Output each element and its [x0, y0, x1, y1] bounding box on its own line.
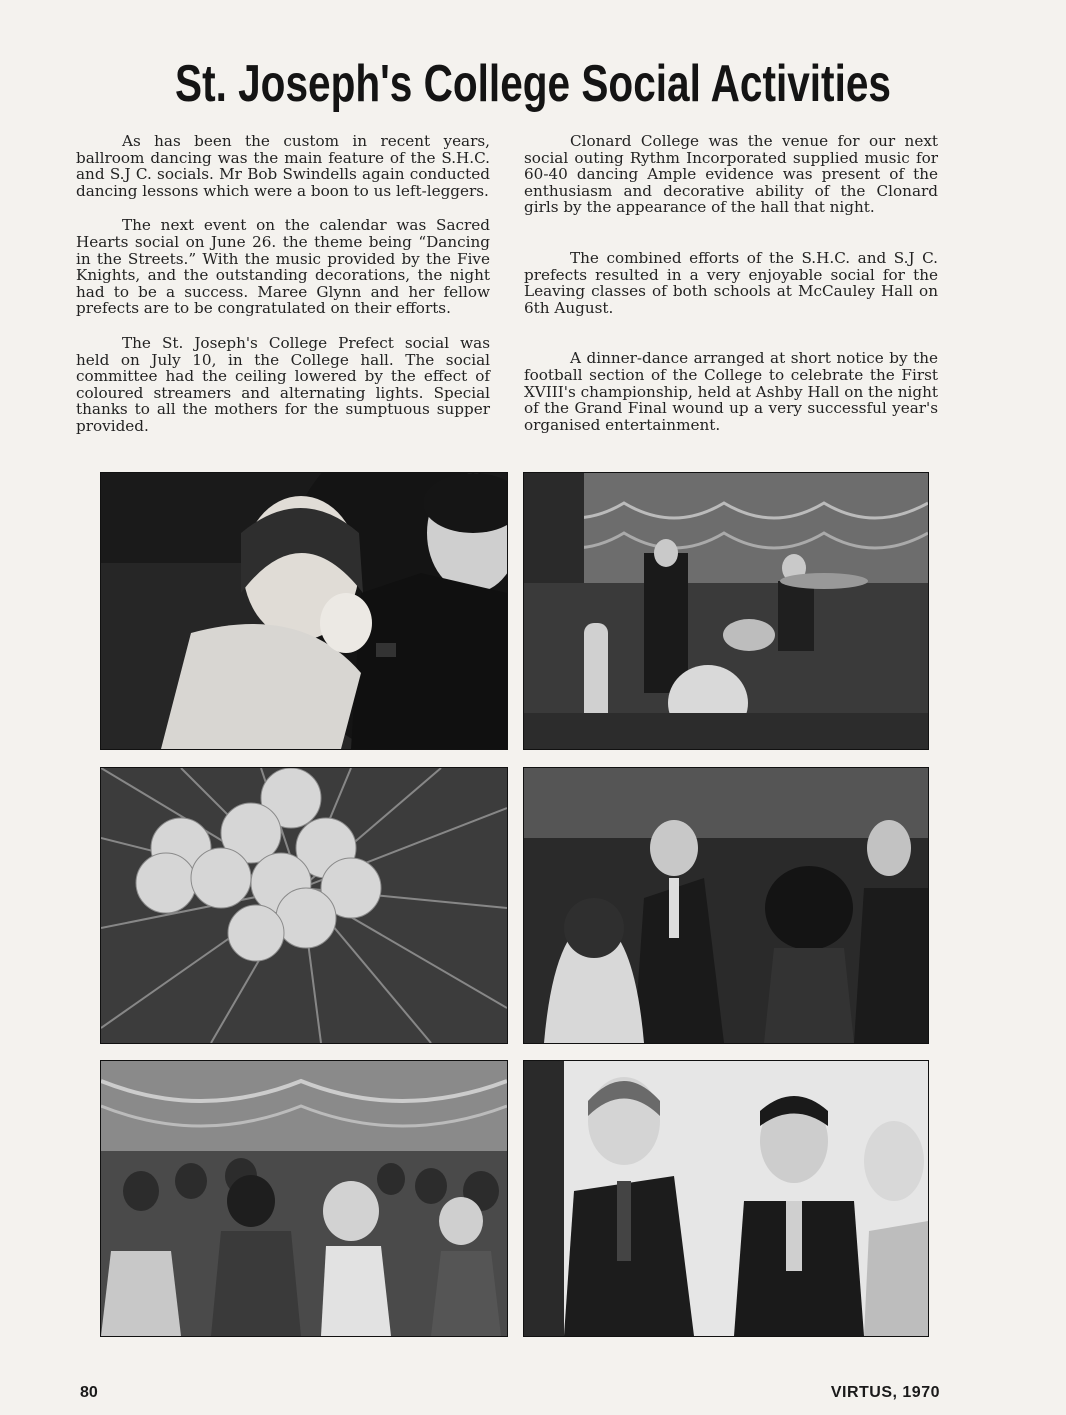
paragraph-sacred-hearts-social: The next event on the calendar was Sacred Hearts social on June 26. the theme being “Dancing in the Streets.” With the music provided by the Five Knights, and the outstanding decorations, the night had to be a success. Maree Glynn and her fellow prefects are to be congratulated on their efforts.: [76, 216, 490, 318]
photo-couple-dancing: [100, 472, 508, 750]
left-column: [76, 133, 490, 453]
photo-guests-smiling: [523, 1060, 929, 1337]
paragraph-dinner-dance: A dinner-dance arranged at short notice by the football section of the College to celebrate the First XVIII's championship, held at Ashby Hall on the night of the Grand Final wound up a very successful year's organised entertainment.: [524, 349, 939, 434]
page-number: 80: [80, 1384, 98, 1401]
publication-footer: VIRTUS, 1970: [830, 1384, 940, 1401]
paragraph-ballroom-dancing: As has been the custom in recent years, ballroom dancing was the main feature of the S.H.C. and S.J C. socials. Mr Bob Swindells again conducted dancing lessons which were a boon to us left-leggers.: [76, 132, 490, 200]
photo-band-on-stage: [523, 472, 929, 750]
photo-crowd-dancing: [100, 1060, 508, 1337]
page-title: St. Joseph's College Social Activities: [175, 55, 891, 113]
right-column: [524, 133, 938, 451]
paragraph-clonard-college: Clonard College was the venue for our next social outing Rythm Incorporated supplied music for 60-40 dancing Ample evidence was present of the enthusiasm and decorative ability of the Clonard girls by the appearance of the hall that night.: [524, 132, 938, 217]
paragraph-prefect-social: The St. Joseph's College Prefect social was held on July 10, in the College hall. The social committee had the ceiling lowered by the effect of coloured streamers and alternating lights. Special thanks to all the mothers for the sumptuous supper provided.: [76, 333, 490, 435]
photo-balloons-streamers: [100, 767, 508, 1044]
photo-couples-at-social: [523, 767, 929, 1044]
paragraph-leaving-classes-social: The combined efforts of the S.H.C. and S.J C. prefects resulted in a very enjoyable social for the Leaving classes of both schools at McCauley Hall on 6th August.: [524, 248, 938, 317]
